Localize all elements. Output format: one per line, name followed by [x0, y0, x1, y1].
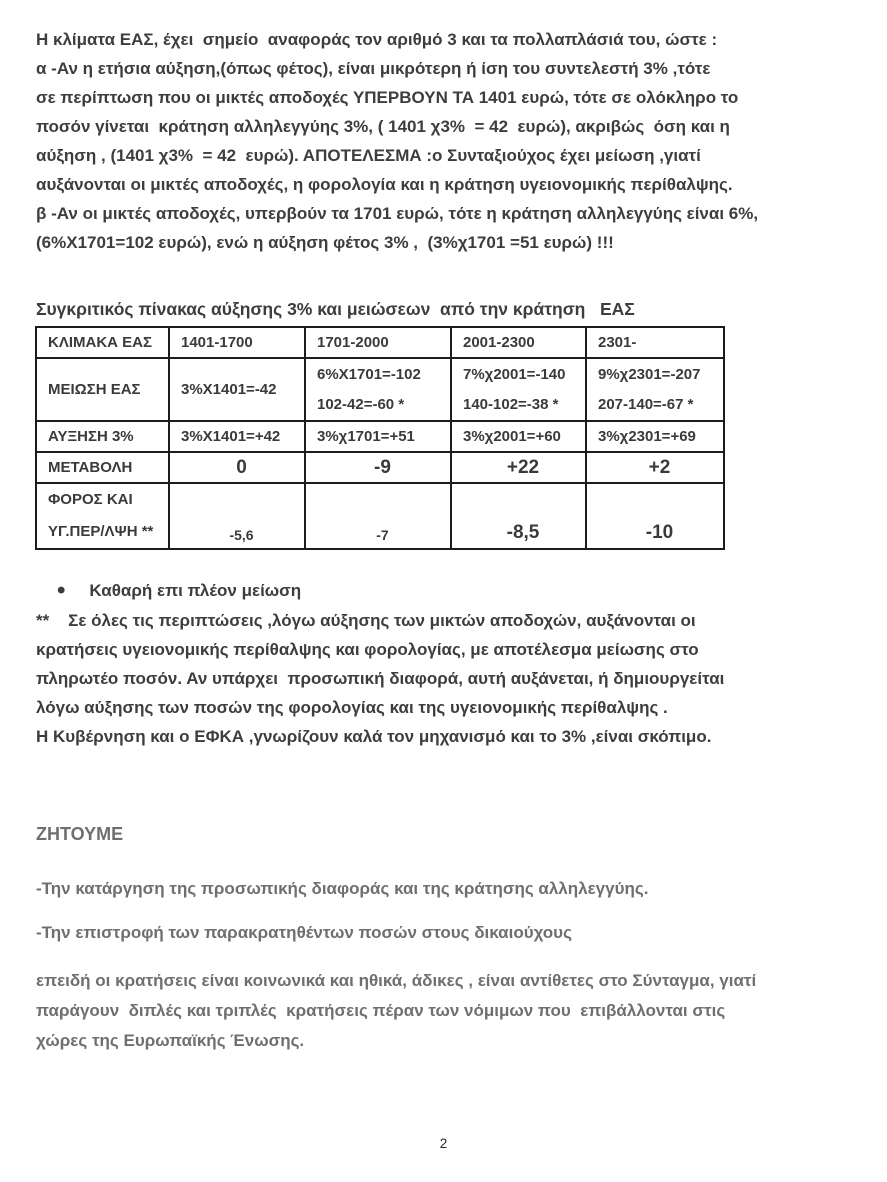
row-label-cell [36, 452, 169, 483]
table-cell [169, 358, 305, 421]
header-cell [169, 327, 305, 358]
cell-value: 0 [236, 457, 247, 478]
table-cell [305, 452, 451, 483]
header-cell [36, 327, 169, 358]
cell-text: 3%Χ1401=+42 [181, 428, 281, 445]
cell-value: -8,5 [506, 522, 540, 543]
cell-text: 3%χ2301=+69 [598, 428, 696, 445]
table-cell [305, 421, 451, 452]
intro-line: αύξηση , (1401 χ3% = 42 ευρώ). ΑΠΟΤΕΛΕΣΜΑ :ο Συνταξιούχος έχει μείωση ,γιατί [36, 146, 701, 165]
table-cell [586, 452, 724, 483]
page-number: 2 [439, 1136, 448, 1151]
intro-line: α -Αν η ετήσια αύξηση,(όπως φέτος), είναι μικρότερη ή ίση του συντελεστή 3% ,τότε [36, 59, 711, 78]
footnote-line: πληρωτέο ποσόν. Αν υπάρχει προσωπική διαφορά, αυτή αυξάνεται, ή δημιουργείται [36, 669, 725, 688]
header-text: 2001-2300 [463, 334, 535, 351]
header-text: 1701-2000 [317, 334, 389, 351]
header-cell [305, 327, 451, 358]
cell-text: 3%χ1701=+51 [317, 428, 415, 445]
cell-value: -5,6 [229, 527, 254, 543]
footnote-line: κρατήσεις υγειονομικής περίθαλψης και φορολογίας, με αποτέλεσμα μείωσης στο [36, 640, 699, 659]
header-cell [586, 327, 724, 358]
row-label: ΥΓ.ΠΕΡ/ΛΨΗ ** [48, 523, 154, 540]
cell-value: -10 [645, 522, 674, 543]
cell-value: -9 [374, 457, 391, 478]
cell-text: 3%χ2001=+60 [463, 428, 561, 445]
header-text: ΚΛΙΜΑΚΑ ΕΑΣ [48, 334, 153, 351]
table-row-auxisi-3 [36, 421, 724, 452]
closing-line: επειδή οι κρατήσεις είναι κοινωνικά και ηθικά, άδικες , είναι αντίθετες στο Σύνταγμα, γιατί [36, 971, 757, 990]
table-cell [586, 483, 724, 549]
row-label: ΜΕΙΩΣΗ ΕΑΣ [48, 380, 141, 398]
footnote-paragraph [36, 606, 861, 751]
demand-item [36, 918, 572, 947]
table-row-header [36, 327, 724, 358]
intro-paragraph [36, 25, 861, 257]
table-cell [451, 452, 586, 483]
row-label: ΦΟΡΟΣ ΚΑΙ [48, 491, 133, 508]
bullet-icon: • [57, 577, 66, 604]
header-text: 1401-1700 [181, 334, 253, 351]
row-label: ΜΕΤΑΒΟΛΗ [48, 459, 133, 476]
cell-text: 140-102=-38 * [463, 395, 559, 413]
cell-text: 6%Χ1701=-102 [317, 365, 421, 383]
table-cell [586, 421, 724, 452]
intro-line: β -Αν οι μικτές αποδοχές, υπερβούν τα 1701 ευρώ, τότε η κράτηση αλληλεγγύης είναι 6%, [36, 204, 759, 223]
cell-value: -7 [376, 527, 389, 543]
demand-item [36, 874, 648, 903]
table-cell [451, 483, 586, 549]
table-cell [305, 483, 451, 549]
row-label-cell [36, 421, 169, 452]
bullet-item [57, 576, 301, 605]
demand-text: -Την επιστροφή των παρακρατηθέντων ποσών στους δικαιούχους [36, 923, 572, 942]
intro-line: αυξάνονται οι μικτές αποδοχές, η φορολογία και η κράτηση υγειονομικής περίθαλψης. [36, 175, 733, 194]
header-text: 2301- [598, 334, 637, 351]
cell-text: 9%χ2301=-207 [598, 365, 701, 383]
cell-text: 207-140=-67 * [598, 395, 694, 413]
row-label-cell [36, 358, 169, 421]
cell-value: +22 [506, 457, 540, 478]
table-cell [169, 421, 305, 452]
table-row-foros-ygeia [36, 483, 724, 549]
demand-text: -Την κατάργηση της προσωπικής διαφοράς και της κράτησης αλληλεγγύης. [36, 879, 649, 898]
bullet-text: Καθαρή επι πλέον μείωση [89, 581, 302, 600]
table-row-meiosi-eas [36, 358, 724, 421]
footnote-line: λόγω αύξησης των ποσών της φορολογίας και της υγειονομικής περίθαλψης . [36, 698, 668, 717]
cell-text: 3%Χ1401=-42 [181, 380, 277, 398]
header-cell [451, 327, 586, 358]
row-label: ΑΥΞΗΣΗ 3% [48, 428, 134, 445]
table-cell [451, 421, 586, 452]
footnote-line: ** Σε όλες τις περιπτώσεις ,λόγω αύξησης των μικτών αποδοχών, αυξάνονται οι [36, 611, 696, 630]
table-row-metaboli [36, 452, 724, 483]
closing-paragraph [36, 966, 861, 1056]
intro-line: Η κλίματα ΕΑΣ, έχει σημείο αναφοράς τον αριθμό 3 και τα πολλαπλάσιά του, ώστε : [36, 30, 718, 49]
table-cell [305, 358, 451, 421]
intro-line: ποσόν γίνεται κράτηση αλληλεγγύης 3%, ( 1401 χ3% = 42 ευρώ), ακριβώς όση και η [36, 117, 730, 136]
intro-line: (6%Χ1701=102 ευρώ), ενώ η αύξηση φέτος 3% , (3%χ1701 =51 ευρώ) !!! [36, 233, 614, 252]
cell-text: 7%χ2001=-140 [463, 365, 566, 383]
closing-line: χώρες της Ευρωπαϊκής Ένωσης. [36, 1031, 305, 1050]
cell-text: 102-42=-60 * [317, 395, 405, 413]
demands-heading: ΖΗΤΟΥΜΕ [36, 824, 124, 844]
table-cell [169, 452, 305, 483]
table-cell [586, 358, 724, 421]
table-title: Συγκριτικός πίνακας αύξησης 3% και μειώσεων από την κράτηση ΕΑΣ [36, 299, 635, 319]
table-cell [451, 358, 586, 421]
closing-line: παράγουν διπλές και τριπλές κρατήσεις πέραν των νόμιμων που επιβάλλονται στις [36, 1001, 726, 1020]
comparison-table [35, 326, 725, 550]
row-label-cell [36, 483, 169, 549]
intro-line: σε περίπτωση που οι μικτές αποδοχές ΥΠΕΡΒΟΥΝ ΤΑ 1401 ευρώ, τότε σε ολόκληρο το [36, 88, 739, 107]
table-cell [169, 483, 305, 549]
cell-value: +2 [648, 457, 671, 478]
footnote-line: Η Κυβέρνηση και ο ΕΦΚΑ ,γνωρίζουν καλά τον μηχανισμό και το 3% ,είναι σκόπιμο. [36, 727, 712, 746]
